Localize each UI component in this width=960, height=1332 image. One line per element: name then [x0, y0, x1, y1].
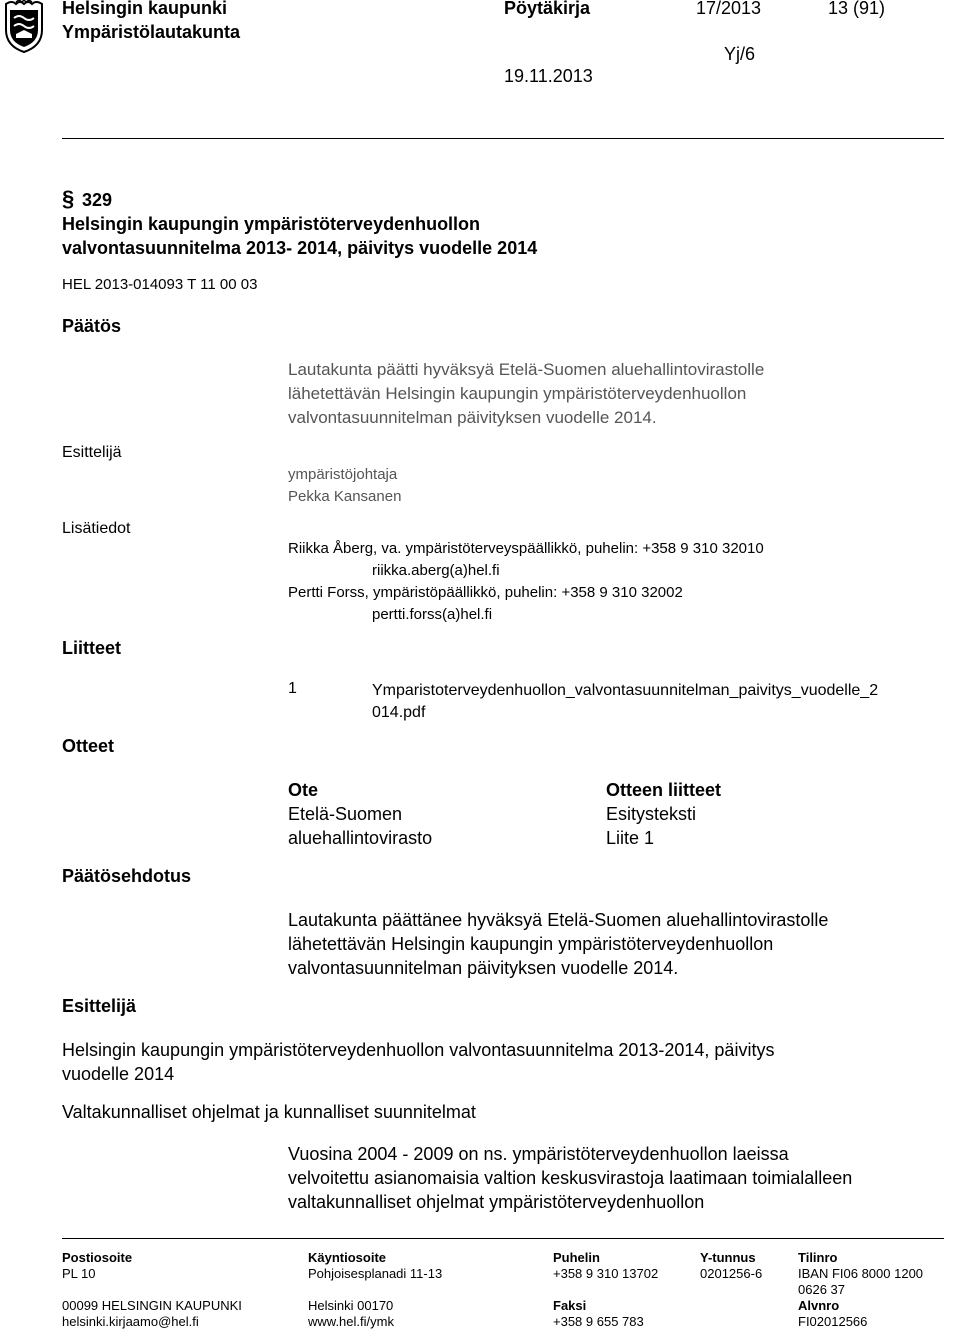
- decision-text: [288, 358, 764, 430]
- footer-value: PL 10: [62, 1266, 96, 1281]
- contact-2-email: pertti.forss(a)hel.fi: [372, 606, 493, 623]
- footer-account: [798, 1250, 923, 1330]
- body-line: Vuosina 2004 - 2009 on ns. ympäristöterveydenhuollon laeissa: [288, 1144, 789, 1164]
- footer-website[interactable]: www.hel.fi/ymk: [308, 1314, 394, 1329]
- body-line: velvoitettu asianomaisia valtion keskusvirastoja laatimaan toimialalleen: [288, 1168, 853, 1188]
- footer-value: +358 9 310 13702: [553, 1266, 659, 1281]
- attachment-name-line[interactable]: 014.pdf: [372, 704, 426, 721]
- label-esittelija: Esittelijä: [62, 444, 122, 461]
- header-number: 17/2013: [696, 0, 762, 18]
- header-org: Helsingin kaupunki: [62, 0, 228, 18]
- presenter-name: Pekka Kansanen: [288, 488, 402, 505]
- proposal-line: lähetettävän Helsingin kaupungin ympäristöterveydenhuollon: [288, 934, 774, 954]
- label-esittelija-2: Esittelijä: [62, 996, 137, 1016]
- footer-value: 0201256-6: [700, 1266, 763, 1281]
- presenter: [288, 464, 401, 508]
- header-date: 19.11.2013: [504, 66, 593, 86]
- footer-visiting-address: [308, 1250, 442, 1330]
- contact-2: Pertti Forss, ympäristöpäällikkö, puhelin: +358 9 310 32002: [288, 584, 683, 601]
- section-title-line2: valvontasuunnitelma 2013- 2014, päivitys vuodelle 2014: [62, 238, 538, 258]
- decision-line: lähetettävän Helsingin kaupungin ympäristöterveydenhuollon: [288, 384, 747, 403]
- body-heading-2: Valtakunnalliset ohjelmat ja kunnalliset suunnitelmat: [62, 1102, 476, 1122]
- excerpt-recipient-column: [288, 778, 432, 850]
- header-code: Yj/6: [724, 44, 756, 64]
- decision-line: Lautakunta päätti hyväksyä Etelä-Suomen aluehallintovirastolle: [288, 360, 765, 379]
- proposal-line: valvontasuunnitelman päivityksen vuodelle 2014.: [288, 958, 679, 978]
- section-title-line1: Helsingin kaupungin ympäristöterveydenhuollon: [62, 214, 481, 234]
- footer-value: IBAN FI06 8000 1200: [798, 1266, 924, 1281]
- footer-phone-fax: [553, 1250, 658, 1330]
- proposal-text: [288, 908, 828, 980]
- attachment-link[interactable]: [372, 680, 878, 724]
- footer-value: Helsinki 00170: [308, 1298, 394, 1313]
- section-number: 329: [82, 190, 113, 210]
- footer-label: Puhelin: [553, 1250, 600, 1265]
- decision-line: valvontasuunnitelman päivityksen vuodelle 2014.: [288, 408, 657, 427]
- presenter-title: ympäristöjohtaja: [288, 466, 398, 483]
- header-page: 13 (91): [828, 0, 886, 18]
- footer-postal-address: [62, 1250, 242, 1330]
- section-symbol: §: [62, 186, 75, 211]
- footer-label: Alvnro: [798, 1298, 840, 1313]
- label-lisatiedot: Lisätiedot: [62, 520, 131, 537]
- footer-label: Tilinro: [798, 1250, 838, 1265]
- attachment-name-line[interactable]: Ymparistoterveydenhuollon_valvontasuunnitelman_paivitys_vuodelle_2: [372, 682, 879, 699]
- label-liitteet: Liitteet: [62, 638, 122, 658]
- body-paragraph-1: [62, 1038, 774, 1086]
- excerpt-attachment-line: Liite 1: [606, 828, 655, 848]
- excerpt-attachment-line: Esitysteksti: [606, 804, 697, 824]
- footer-value: FI02012566: [798, 1314, 868, 1329]
- footer-label: Y-tunnus: [700, 1250, 756, 1265]
- contact-1: Riikka Åberg, va. ympäristöterveyspäällikkö, puhelin: +358 9 310 32010: [288, 540, 764, 557]
- excerpt-recipient-line: Etelä-Suomen: [288, 804, 403, 824]
- footer-value: 0626 37: [798, 1282, 845, 1297]
- proposal-line: Lautakunta päättänee hyväksyä Etelä-Suomen aluehallintovirastolle: [288, 910, 829, 930]
- header-committee: Ympäristölautakunta: [62, 22, 241, 42]
- footer-divider: [62, 1238, 944, 1239]
- footer-value: +358 9 655 783: [553, 1314, 644, 1329]
- body-paragraph-2: [288, 1142, 852, 1214]
- excerpt-attachments-column: [606, 778, 721, 850]
- body-line: vuodelle 2014: [62, 1064, 175, 1084]
- label-paatosehdotus: Päätösehdotus: [62, 866, 192, 886]
- label-otteet: Otteet: [62, 736, 115, 756]
- helsinki-crest-icon: [2, 0, 46, 54]
- footer-value: Pohjoisesplanadi 11-13: [308, 1266, 443, 1281]
- body-line: Helsingin kaupungin ympäristöterveydenhuollon valvontasuunnitelma 2013-2014, päivitys: [62, 1040, 775, 1060]
- excerpt-header-otteen-liitteet: Otteen liitteet: [606, 780, 722, 800]
- footer-label: Käyntiosoite: [308, 1250, 387, 1265]
- contact-1-email: riikka.aberg(a)hel.fi: [372, 562, 500, 579]
- footer-label: Faksi: [553, 1298, 587, 1313]
- body-line: valtakunnalliset ohjelmat ympäristöterveydenhuollon: [288, 1192, 705, 1212]
- label-paatos: Päätös: [62, 316, 122, 336]
- section-dnro: HEL 2013-014093 T 11 00 03: [62, 276, 258, 293]
- excerpt-header-ote: Ote: [288, 780, 319, 800]
- footer-business-id: [700, 1250, 762, 1282]
- attachment-number: 1: [288, 680, 297, 697]
- footer-label: Postiosoite: [62, 1250, 133, 1265]
- footer-email[interactable]: helsinki.kirjaamo@hel.fi: [62, 1314, 199, 1329]
- excerpt-recipient-line: aluehallintovirasto: [288, 828, 433, 848]
- header-doc-type: Pöytäkirja: [504, 0, 591, 18]
- header-divider: [62, 138, 944, 139]
- footer-value: 00099 HELSINGIN KAUPUNKI: [62, 1298, 242, 1313]
